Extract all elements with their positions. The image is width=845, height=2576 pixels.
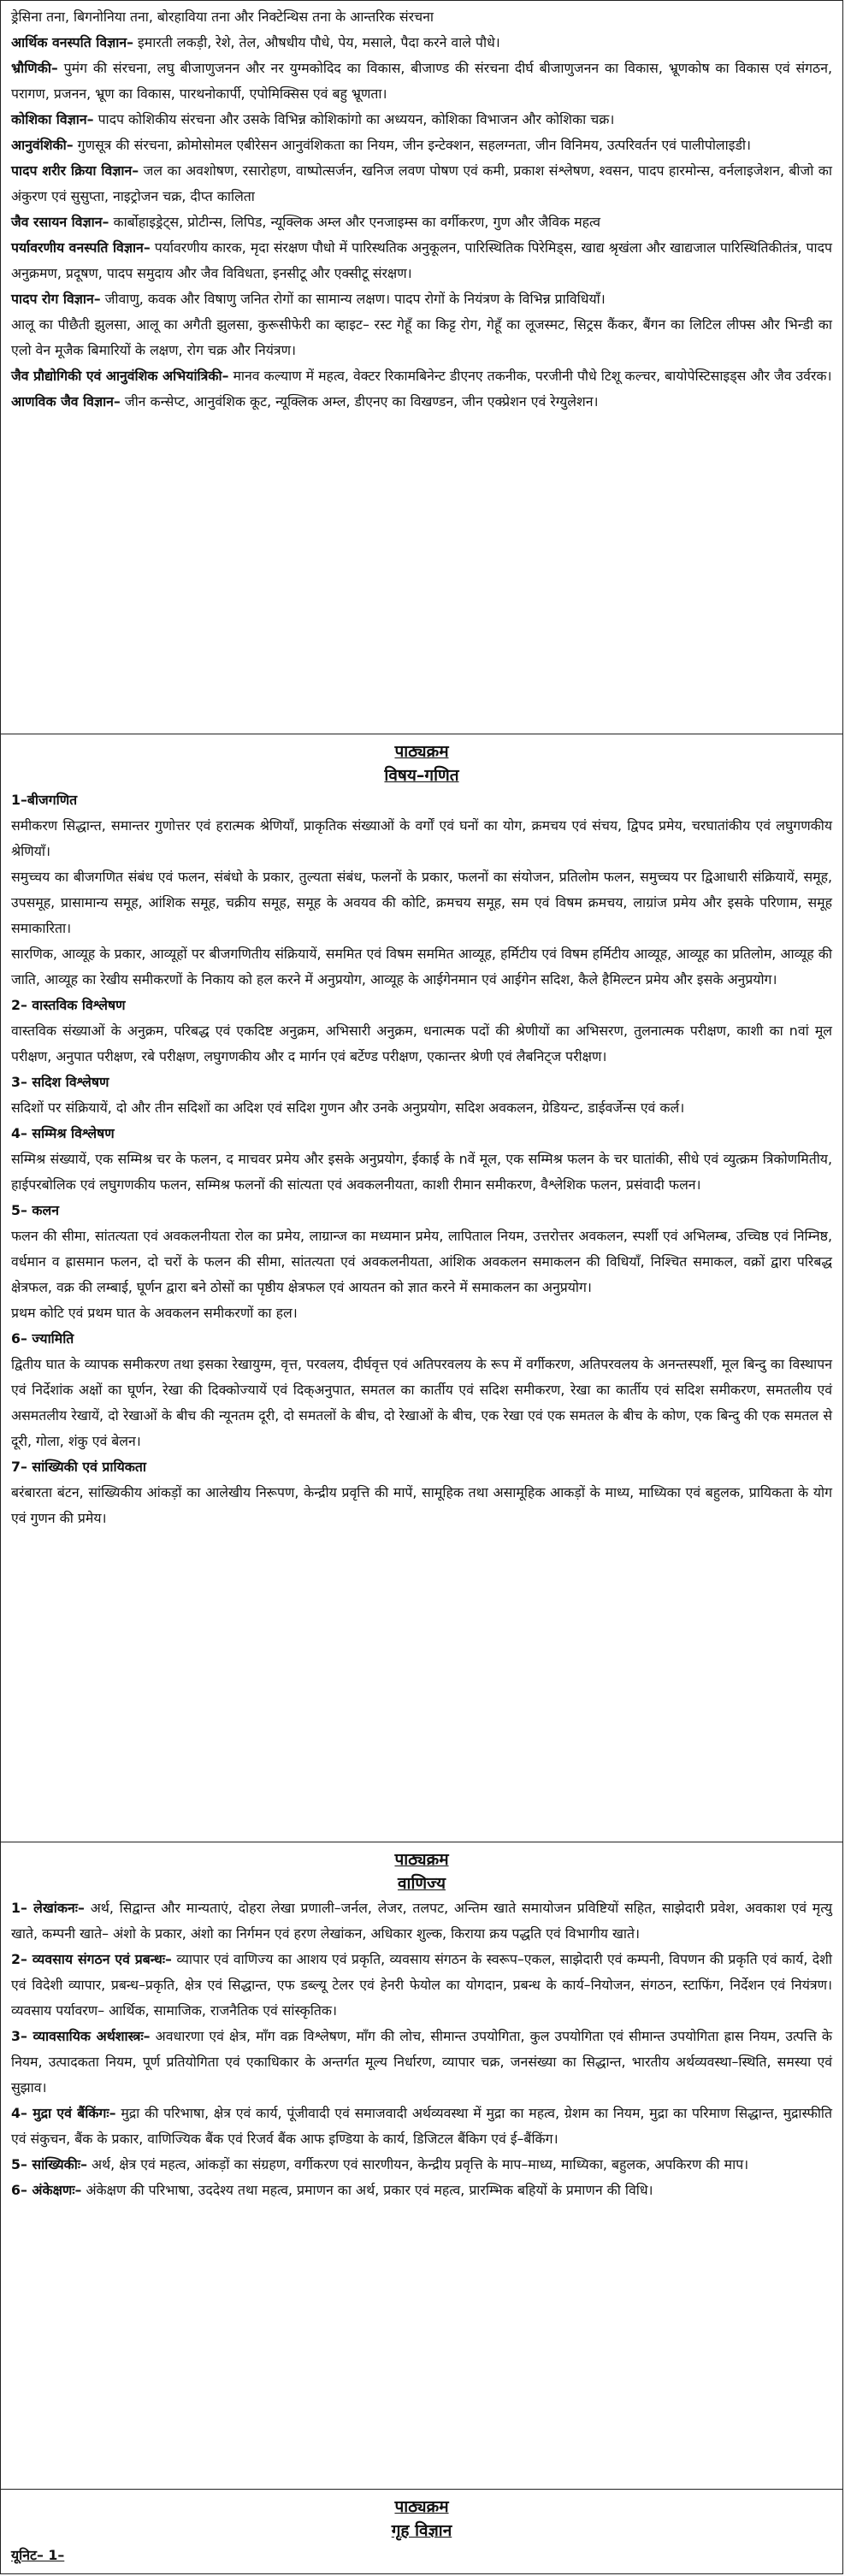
- maths-section: [1, 734, 842, 1842]
- botany-item-heading: भ्रौणिकी–: [11, 60, 58, 76]
- commerce-title-syllabus: पाठ्यक्रम: [394, 1850, 449, 1869]
- commerce-item: [11, 2101, 832, 2152]
- botany-item-text: पर्यावरणीय कारक, मृदा संरक्षण पौधो में पारिस्थतिक अनुकूलन, पारिस्थितिक पिरेमिड्स, खाद्य श्रृखंला और खाद्यजाल पारिस्थितिकीतंत्र, पादप अनुक्रमण, प्रदूषण, पादप समुदाय और जैव विविधता, इनसीटू और एक्सीटू संरक्षण।: [11, 239, 832, 281]
- botany-item: [11, 235, 832, 286]
- maths-unit-paragraph: प्रथम कोटि एवं प्रथम घात के अवकलन समीकरणों का हल।: [11, 1305, 298, 1321]
- commerce-item: [11, 2178, 832, 2203]
- botany-item-heading: आणविक जैव विज्ञान–: [11, 393, 121, 410]
- commerce-item-heading: 1– लेखांकनः–: [11, 1900, 85, 1916]
- botany-item-text: पुमंग की संरचना, लघु बीजाणुजनन और नर युग्मकोदिद का विकास, बीजाण्ड की संरचना दीर्घ बीजाणुजनन का विकास, भ्रूणकोष का विकास एवं संगठन, परागण, प्रजनन, भ्रूण का विकास, पारथनोकार्पी, एपोमिक्सिस एवं बहु भ्रूणता।: [11, 60, 832, 102]
- botany-item-text: पादप कोशिकीय संरचना और उसके विभिन्न कोशिकांगो का अध्ययन, कोशिका विभाजन और कोशिका चक्र।: [93, 111, 615, 127]
- botany-item-heading: आर्थिक वनस्पति विज्ञान–: [11, 34, 133, 50]
- maths-unit-heading: 3– सदिश विश्लेषण: [11, 1074, 109, 1090]
- maths-title: [11, 738, 832, 787]
- botany-items: [11, 30, 832, 415]
- maths-unit-heading: 5– कलन: [11, 1202, 59, 1218]
- botany-item-text: जीवाणु, कवक और विषाणु जनित रोगों का सामान्य लक्षण। पादप रोगों के नियंत्रण के विभिन्न प्राविधियाँ।: [100, 291, 606, 307]
- commerce-item-heading: 5– सांख्यिकीः–: [11, 2156, 87, 2172]
- botany-item-text: जल का अवशोषण, रसारोहण, वाष्पोत्सर्जन, खनिज लवण पोषण एवं कमी, प्रकाश संश्लेषण, श्वसन, पादप हारमोन्स, वर्नलाइजेशन, बीजो का अंकुरण एवं सुसुप्ता, नाइट्रोजन चक्र, दीप्त कालिता: [11, 162, 832, 204]
- commerce-item: [11, 1947, 832, 2024]
- maths-unit-heading: 1–बीजगणित: [11, 792, 78, 808]
- botany-section: [1, 1, 842, 734]
- maths-units: [11, 787, 832, 1531]
- commerce-items: [11, 1895, 832, 2203]
- commerce-item-text: अर्थ, सिद्वान्त और मान्यताएं, दोहरा लेखा प्रणाली–जर्नल, लेजर, तलपट, अन्तिम खाते समायोजन प्रविष्टियों सहित, साझेदारी प्रवेश, अवकाश एवं मृत्यु खाते, कम्पनी खाते– अंशो के प्रकार, अंशो का निर्गमन एवं हरण लेखांकन, अधिकार शुल्क, किराया क्रय पद्धति एवं विभागीय खाते।: [11, 1900, 832, 1942]
- commerce-title-subject: वाणिज्य: [397, 1874, 446, 1893]
- maths-unit-heading: 2– वास्तविक विश्लेषण: [11, 997, 126, 1013]
- commerce-item-heading: 6– अंकेक्षणः–: [11, 2182, 82, 2198]
- maths-unit-paragraph: वास्तविक संख्याओं के अनुक्रम, परिबद्ध एवं एकदिष्ट अनुक्रम, अभिसारी अनुक्रम, धनात्मक पदों की श्रेणीयों का अभिसरण, तुलनात्मक परीक्षण, काशी का nवां मूल परीक्षण, अनुपात परीक्षण, रबे परीक्षण, लघुगणकीय और द मार्गन एवं बर्टेण्ड परीक्षण, एकान्तर श्रेणी एवं लैबनिट्ज परीक्षण।: [11, 1023, 832, 1064]
- maths-unit-paragraph: समीकरण सिद्धान्त, समान्तर गुणोत्तर एवं हरात्मक श्रेणियाँ, प्राकृतिक संख्याओं के वर्गों एवं घनों का योग, क्रमचय एवं संचय, द्विपद प्रमेय, चरघातांकीय एवं लघुगणकीय श्रेणियाँ।: [11, 817, 832, 859]
- botany-item-heading: जैव प्रौद्योगिकी एवं आनुवंशिक अभियांत्रिकी–: [11, 368, 229, 384]
- botany-item-text: मानव कल्याण में महत्व, वेक्टर रिकामबिनेन्ट डीएनए तकनीक, परजीनी पौधे टिशू कल्चर, बायोपेस्टिसाइड्स और जैव उर्वरक।: [228, 368, 832, 384]
- commerce-item-text: अवधारणा एवं क्षेत्र, माँग वक्र विश्लेषण, माँग की लोच, सीमान्त उपयोगिता, कुल उपयोगिता एवं सीमान्त उपयोगिता ह्रास नियम, उत्पत्ति के नियम, उत्पादकता नियम, पूर्ण प्रतियोगिता एवं एकाधिकार के अन्तर्गत मूल्य निर्धारण, व्यापार चक्र, जनसंख्या का सिद्धान्त, भारतीय अर्थव्यवस्था–स्थिति, समस्या एवं सुझाव।: [11, 2028, 832, 2096]
- maths-title-syllabus: पाठ्यक्रम: [394, 742, 449, 761]
- botany-item: [11, 133, 832, 158]
- botany-intro: ड्रेसिना तना, बिगनोनिया तना, बोरहाविया तना और निक्टेन्थिस तना के आन्तरिक संरचना: [11, 9, 434, 25]
- maths-unit-heading: 6– ज्यामिति: [11, 1330, 74, 1347]
- commerce-item-text: व्यापार एवं वाणिज्य का आशय एवं प्रकृति, व्यवसाय संगठन के स्वरूप–एकल, साझेदारी एवं कम्पनी, विपणन की प्रकृति एवं कार्य, देशी एवं विदेशी व्यापार, प्रबन्ध–प्रकृति, क्षेत्र एवं सिद्धान्त, एफ डब्ल्यू टेलर एवं हेनरी फेयोल का योगदान, प्रबन्ध के कार्य–नियोजन, संगठन, स्टाफिंग, निर्देशन एवं नियंत्रण। व्यवसाय पर्यावरण– आर्थिक, सामाजिक, राजनैतिक एवं सांस्कृतिक।: [11, 1951, 832, 2019]
- maths-unit-paragraph: सम्मिश्र संख्यायें, एक सम्मिश्र चर के फलन, द माचवर प्रमेय और इसके अनुप्रयोग, ईकाई के nवें मूल, एक सम्मिश्र फलन के चर घातांकी, सीधे एवं व्युत्क्रम त्रिकोणमितीय, हाईपरबोलिक एवं लघुगणकीय फलन, सम्मिश्र फलनों की सांत्यता एवं अवकलनीयता, काशी रीमान समीकरण, वैश्लेशिक फलन, प्रसंवादी फलन।: [11, 1151, 832, 1193]
- botany-item: [11, 389, 832, 415]
- maths-unit-paragraph: द्वितीय घात के व्यापक समीकरण तथा इसका रेखायुग्म, वृत्त, परवलय, दीर्घवृत्त एवं अतिपरवलय के रूप में वर्गीकरण, अतिपरवलय के अनन्तस्पर्शी, मूल बिन्दु का विस्थापन एवं निर्देशांक अक्षों का घूर्णन, रेखा की दिक्कोज्यायें एवं दिक्अनुपात, समतल का कार्तीय एवं सदिश समीकरण, रेखा का कार्तीय एवं सदिश समीकरण, समतलीय एवं असमतलीय रेखायें, दो रेखाओं के बीच की न्यूनतम दूरी, दो समतलों के बीच, दो रेखाओं के बीच, एक रेखा एवं एक समतल के बीच के कोण, एक बिन्दु की एक समतल से दूरी, गोला, शंकु एवं बेलन।: [11, 1356, 832, 1449]
- commerce-item-text: मुद्रा की परिभाषा, क्षेत्र एवं कार्य, पूंजीवादी एवं समाजवादी अर्थव्यवस्था में मुद्रा का महत्व, ग्रेशम का नियम, मुद्रा का परिमाण सिद्धान्त, मुद्रास्फीति एवं संकुचन, बैंक के प्रकार, वाणिज्यिक बैंक एवं रिजर्व बैंक आफ इण्डिया के कार्य, डिजिटल बैंकिग एवं ई–बैंकिंग।: [11, 2105, 833, 2147]
- botany-item-text: कार्बोहाइड्रेट्स, प्रोटीन्स, लिपिड, न्यूक्लिक अम्ल और एनजाइम्स का वर्गीकरण, गुण और जैविक महत्व: [109, 214, 600, 230]
- maths-unit-paragraph: सारणिक, आव्यूह के प्रकार, आव्यूहों पर बीजगणितीय संक्रियायें, सममित एवं विषम सममित आव्यूह, हर्मिटीय एवं विषम हर्मिटीय आव्यूह, आव्यूह का प्रतिलोम, आव्यूह की जाति, आव्यूह का रेखीय समीकरणों के निकाय को हल करने में अनुप्रयोग, आव्यूह के आईगेनमान एवं आईगेन सदिश, कैले हैमिल्टन प्रमेय और इसके अनुप्रयोग।: [11, 946, 832, 987]
- botany-item: [11, 56, 832, 107]
- homescience-unit-heading: यूनिट– 1–: [11, 2547, 65, 2563]
- commerce-item-text: अर्थ, क्षेत्र एवं महत्व, आंकड़ों का संग्रहण, वर्गीकरण एवं सारणीयन, केन्द्रीय प्रवृत्ति के माप–माध्य, माध्यिका, बहुलक, अपकिरण की माप।: [86, 2156, 749, 2172]
- maths-unit-heading: 4– सम्मिश्र विश्लेषण: [11, 1125, 115, 1141]
- commerce-section: [1, 1842, 842, 2490]
- homescience-title-subject: गृह विज्ञान: [391, 2521, 452, 2540]
- commerce-item: [11, 2152, 832, 2178]
- homescience-section: [1, 2490, 842, 2574]
- botany-item-text: इमारती लकड़ी, रेशे, तेल, औषधीय पौधे, पेय, मसाले, पैदा करने वाले पौधे।: [133, 34, 500, 50]
- commerce-item-heading: 2– व्यवसाय संगठन एवं प्रबन्धः–: [11, 1951, 172, 1967]
- botany-item-heading: पर्यावरणीय वनस्पति विज्ञान–: [11, 239, 151, 256]
- botany-item-text: गुणसूत्र की संरचना, क्रोमोसोमल एबीरेसन आनुवंशिकता का नियम, जीन इन्टेक्शन, सहलग्नता, जीन विनिमय, उत्परिवर्तन एवं पालीपोलाइडी।: [73, 137, 752, 153]
- botany-item: [11, 363, 832, 389]
- commerce-item-heading: 4– मुद्रा एवं बैंकिंगः–: [11, 2105, 116, 2121]
- botany-item: [11, 312, 832, 363]
- commerce-item-text: अंकेक्षण की परिभाषा, उददेश्य तथा महत्व, प्रमाणन का अर्थ, प्रकार एवं महत्व, प्रारम्भिक बहियों के प्रमाणन की विधि।: [81, 2182, 653, 2198]
- maths-unit-heading: 7– सांख्यिकी एवं प्रायिकता: [11, 1459, 146, 1475]
- botany-item-heading: पादप शरीर क्रिया विज्ञान–: [11, 162, 139, 179]
- botany-item: [11, 158, 832, 209]
- botany-item-text: जीन कन्सेप्ट, आनुवंशिक कूट, न्यूक्लिक अम्ल, डीएनए का विखण्डन, जीन एक्प्रेशन एवं रेग्युलेशन।: [120, 393, 599, 410]
- commerce-title: [11, 1846, 832, 1895]
- botany-item: [11, 286, 832, 312]
- homescience-title: [11, 2493, 832, 2543]
- botany-item-heading: कोशिका विज्ञान–: [11, 111, 94, 127]
- botany-item: [11, 209, 832, 235]
- botany-item-heading: पादप रोग विज्ञान–: [11, 291, 101, 307]
- maths-unit-paragraph: फलन की सीमा, सांतत्यता एवं अवकलनीयता रोल का प्रमेय, लाग्रान्ज का मध्यमान प्रमेय, लापिताल नियम, उत्तरोत्तर अवकलन, स्पर्शी एवं अभिलम्ब, उच्चिष्ठ एवं निम्निष्ठ, वर्धमान व ह्रासमान फलन, दो चरों के फलन की सीमा, सांतत्यता एवं अवकलनीयता, आंशिक अवकलन समाकलन की विधियाँ, निश्चित समाकल, वक्रों द्वारा परिबद्ध क्षेत्रफल, वक्र की लम्बाई, घूर्णन द्वारा बने ठोसों का पृष्ठीय क्षेत्रफल एवं आयतन को ज्ञात करने में समाकलन का अनुप्रयोग।: [11, 1228, 833, 1295]
- botany-item-heading: आनुवंशिकी–: [11, 137, 74, 153]
- commerce-item-heading: 3– व्यावसायिक अर्थशास्त्रः–: [11, 2028, 151, 2044]
- botany-item-text: आलू का पीछैती झुलसा, आलू का अगैती झुलसा, कुरूसीफेरी का व्हाइट– रस्ट गेहूँ का किट्ट रोग, गेहूँ का लूजस्मट, सिट्रस कैंकर, बैंगन का लिटिल लीफ्स और भिन्डी का एलो वेन मूजैक बिमारियों के लक्षण, रोग चक्र और नियंत्रण।: [11, 316, 832, 358]
- botany-item-heading: जैव रसायन विज्ञान–: [11, 214, 109, 230]
- botany-item: [11, 107, 832, 133]
- maths-unit-paragraph: बरंबारता बंटन, सांख्यिकीय आंकड़ों का आलेखीय निरूपण, केन्द्रीय प्रवृत्ति की मापें, सामूहिक तथा असामूहिक आकड़ों के माध्य, माध्यिका एवं बहुलक, प्रायिकता के योग एवं गुणन की प्रमेय।: [11, 1484, 832, 1526]
- maths-unit-paragraph: सदिशों पर संक्रियायें, दो और तीन सदिशों का अदिश एवं सदिश गुणन और उनके अनुप्रयोग, सदिश अवकलन, ग्रेडियन्ट, डाईवर्जेन्स एवं कर्ल।: [11, 1099, 685, 1116]
- maths-title-subject: विषय–गणित: [384, 766, 459, 785]
- commerce-item: [11, 2024, 832, 2101]
- homescience-title-syllabus: पाठ्यक्रम: [394, 2497, 449, 2516]
- commerce-item: [11, 1895, 832, 1947]
- maths-unit-paragraph: समुच्चय का बीजगणित संबंध एवं फलन, संबंधो के प्रकार, तुल्यता संबंध, फलनों के प्रकार, फलनों का संयोजन, प्रतिलोम फलन, समुच्चय पर द्विआधारी संक्रियायें, समूह, उपसमूह, प्रासामान्य समूह, आंशिक समूह, चक्रीय समूह, समूह के अवयव की कोटि, क्रमचय समूह, सम एवं विषम क्रमचय, लाग्रांज प्रमेय और इसके परिणाम, समूह समाकारिता।: [11, 869, 832, 936]
- botany-item: [11, 30, 832, 56]
